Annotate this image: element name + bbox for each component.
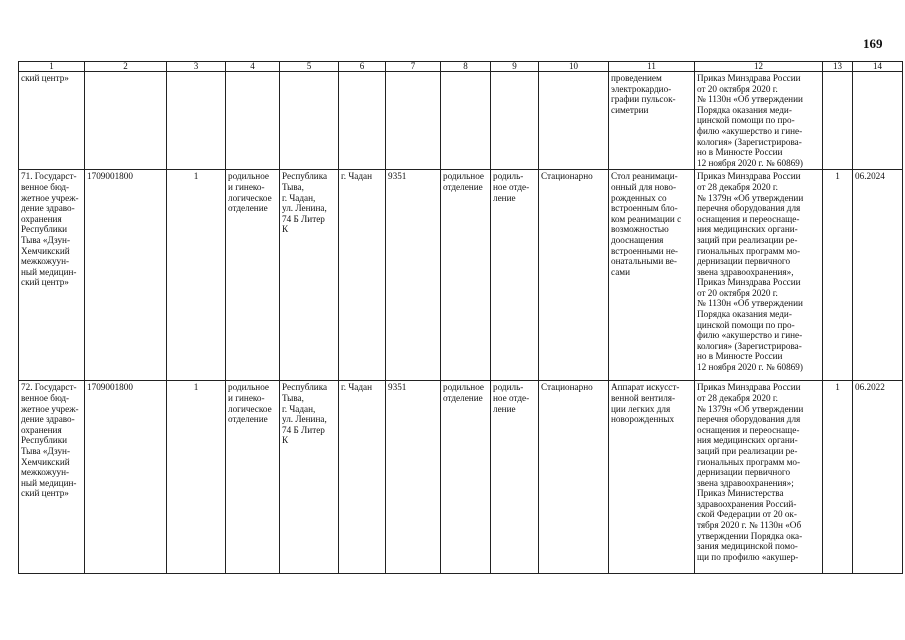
- cell-text-line: звена здравоохранения»;: [697, 477, 794, 488]
- table-cell: [85, 381, 167, 574]
- page-number: 169: [863, 36, 883, 51]
- cell-text-line: Аппарат искусст-: [611, 382, 680, 393]
- table-cell: [539, 170, 609, 381]
- table-row: [19, 72, 903, 170]
- cell-text-line: Порядка оказания меди-: [697, 104, 792, 115]
- cell-text-line: кология» (Зарегистрирова-: [697, 136, 802, 147]
- cell-text-line: охранения: [21, 424, 62, 435]
- table-row: [19, 381, 903, 574]
- table-cell: [386, 72, 441, 170]
- cell-text-line: оснащения и переоснаще-: [697, 424, 800, 435]
- cell-text-line: Тыва,: [282, 181, 304, 192]
- cell-text-line: Республика: [282, 382, 328, 393]
- cell-text-line: 06.2022: [855, 382, 885, 393]
- table-cell: [609, 72, 695, 170]
- cell-text-line: Стационарно: [541, 382, 593, 393]
- cell-text-line: ное отде-: [493, 181, 530, 192]
- cell-text-line: встроенным бло-: [611, 203, 678, 214]
- cell-text-line: но в Минюсте России: [697, 147, 783, 158]
- table-cell: [695, 72, 823, 170]
- cell-text-line: № 1130н «Об утверждении: [697, 298, 803, 309]
- table-cell: [853, 381, 903, 574]
- cell-text-line: от 20 октября 2020 г.: [697, 83, 778, 94]
- cell-text-line: 74 Б Литер: [282, 213, 325, 224]
- cell-text-line: Приказ Минздрава России: [697, 73, 801, 83]
- cell-text-line: г. Чадан: [341, 171, 373, 182]
- table-cell: [19, 170, 85, 381]
- column-header-5: 5: [280, 62, 339, 72]
- table-cell: [167, 72, 226, 170]
- cell-text-line: межкожуун-: [21, 256, 70, 267]
- cell-text-line: ции легких для: [611, 403, 671, 414]
- cell-text-line: филю «акушерство и гине-: [697, 330, 803, 341]
- column-header-12: 12: [695, 62, 823, 72]
- cell-text-line: отделение: [443, 181, 483, 192]
- cell-text-line: № 1379н «Об утверждении: [697, 403, 804, 414]
- cell-text-line: родильное: [443, 171, 484, 182]
- table-cell: [167, 381, 226, 574]
- cell-text-line: Стационарно: [541, 171, 593, 182]
- table-cell: [441, 170, 491, 381]
- table-cell: [609, 381, 695, 574]
- cell-text-line: № 1130н «Об утверждении: [697, 94, 803, 105]
- table-cell: [226, 381, 280, 574]
- cell-text-line: щи по профилю «акушер-: [697, 551, 799, 562]
- cell-text-line: онатальными ве-: [611, 256, 677, 267]
- cell-text-line: утверждении Порядка ока-: [697, 530, 803, 541]
- cell-text-line: ский центр»: [21, 73, 69, 83]
- cell-text-line: Республики: [21, 435, 68, 446]
- cell-text-line: родиль-: [493, 382, 524, 393]
- cell-text-line: венной вентиля-: [611, 392, 676, 403]
- cell-text-line: 1709001800: [87, 171, 133, 182]
- cell-text-line: Приказ Министерства: [697, 488, 784, 499]
- cell-text-line: родиль-: [493, 171, 524, 182]
- table-cell: [386, 170, 441, 381]
- column-header-9: 9: [491, 62, 539, 72]
- cell-text-line: ное отде-: [493, 392, 530, 403]
- cell-text-line: Приказ Минздрава России: [697, 382, 801, 393]
- cell-text-line: ление: [493, 403, 516, 414]
- cell-text-line: звена здравоохранения»,: [697, 266, 794, 277]
- cell-text-line: ский центр»: [21, 277, 69, 288]
- table-body: [19, 62, 903, 574]
- cell-text-line: дение здраво-: [21, 203, 75, 214]
- cell-text-line: 1: [193, 382, 199, 393]
- cell-text-line: от 28 декабря 2020 г.: [697, 181, 778, 192]
- table-cell: [19, 381, 85, 574]
- column-header-1: 1: [19, 62, 85, 72]
- cell-text-line: жетное учреж-: [21, 403, 79, 414]
- cell-text-line: ул. Ленина,: [282, 203, 327, 214]
- cell-text-line: дернизации первичного: [697, 256, 791, 267]
- column-header-13: 13: [823, 62, 853, 72]
- cell-text-line: дернизации первичного: [697, 467, 791, 478]
- cell-text-line: и гинеко-: [228, 181, 265, 192]
- table-cell: [339, 170, 386, 381]
- cell-text-line: тября 2020 г. № 1130н «Об: [697, 520, 802, 531]
- table-cell: [280, 72, 339, 170]
- cell-text-line: г. Чадан: [341, 382, 373, 393]
- table-cell: [695, 381, 823, 574]
- table-cell: [823, 381, 853, 574]
- cell-text-line: 74 Б Литер: [282, 424, 325, 435]
- cell-text-line: оснащения и переоснаще-: [697, 213, 800, 224]
- cell-text-line: цинской помощи по про-: [697, 115, 795, 126]
- cell-text-line: от 20 октября 2020 г.: [697, 287, 778, 298]
- table-cell: [823, 170, 853, 381]
- column-header-10: 10: [539, 62, 609, 72]
- cell-text-line: К: [282, 224, 289, 235]
- cell-text-line: Стол реанимаци-: [611, 171, 678, 182]
- cell-text-line: ный медицин-: [21, 477, 77, 488]
- cell-text-line: 12 ноября 2020 г. № 60869): [697, 362, 803, 373]
- cell-text-line: Хемчикский: [21, 456, 70, 467]
- cell-text-line: зания медицинской помо-: [697, 541, 798, 552]
- cell-text-line: новорожденных: [611, 414, 675, 425]
- cell-text-line: возможностью: [611, 224, 669, 235]
- table-cell: [695, 170, 823, 381]
- table-cell: [853, 170, 903, 381]
- cell-text-line: ул. Ленина,: [282, 414, 327, 425]
- cell-text-line: охранения: [21, 213, 62, 224]
- cell-text-line: Порядка оказания меди-: [697, 309, 792, 320]
- cell-text-line: 1: [193, 171, 199, 182]
- table-cell: [853, 72, 903, 170]
- cell-text-line: заций при реализации ре-: [697, 445, 798, 456]
- cell-text-line: ный медицин-: [21, 266, 77, 277]
- table-cell: [539, 72, 609, 170]
- cell-text-line: родильное: [443, 382, 484, 393]
- cell-text-line: венное бюд-: [21, 392, 70, 403]
- cell-text-line: Республика: [282, 171, 328, 182]
- table-cell: [339, 381, 386, 574]
- cell-text-line: кология» (Зарегистрирова-: [697, 340, 802, 351]
- table-cell: [280, 170, 339, 381]
- cell-text-line: ния медицинских органи-: [697, 435, 798, 446]
- cell-text-line: перечня оборудования для: [697, 414, 801, 425]
- cell-text-line: 06.2024: [855, 171, 885, 182]
- column-header-8: 8: [441, 62, 491, 72]
- cell-text-line: г. Чадан,: [282, 192, 316, 203]
- cell-text-line: Хемчикский: [21, 245, 70, 256]
- cell-text-line: родильное: [228, 382, 269, 393]
- cell-text-line: от 28 декабря 2020 г.: [697, 392, 778, 403]
- cell-text-line: филю «акушерство и гине-: [697, 125, 803, 136]
- table-cell: [491, 72, 539, 170]
- cell-text-line: Приказ Минздрава России: [697, 277, 801, 288]
- column-header-2: 2: [85, 62, 167, 72]
- column-header-7: 7: [386, 62, 441, 72]
- cell-text-line: 12 ноября 2020 г. № 60869): [697, 157, 803, 168]
- cell-text-line: и гинеко-: [228, 392, 265, 403]
- cell-text-line: 72. Государст-: [21, 382, 77, 393]
- table-cell: [441, 72, 491, 170]
- cell-text-line: № 1379н «Об утверждении: [697, 192, 804, 203]
- cell-text-line: цинской помощи по про-: [697, 319, 795, 330]
- cell-text-line: логическое: [228, 403, 272, 414]
- cell-text-line: симетрии: [611, 104, 649, 115]
- column-header-4: 4: [226, 62, 280, 72]
- table-cell: [823, 72, 853, 170]
- cell-text-line: ление: [493, 192, 516, 203]
- cell-text-line: 1: [835, 171, 840, 182]
- table-cell: [491, 170, 539, 381]
- cell-text-line: заций при реализации ре-: [697, 234, 798, 245]
- cell-text-line: родильное: [228, 171, 269, 182]
- cell-text-line: Республики: [21, 224, 68, 235]
- cell-text-line: отделение: [228, 203, 268, 214]
- cell-text-line: ния медицинских органи-: [697, 224, 798, 235]
- cell-text-line: встроенными не-: [611, 245, 678, 256]
- column-header-11: 11: [609, 62, 695, 72]
- cell-text-line: ской Федерации от 20 ок-: [697, 509, 797, 520]
- cell-text-line: дение здраво-: [21, 414, 75, 425]
- table-cell: [491, 381, 539, 574]
- cell-text-line: ский центр»: [21, 488, 69, 499]
- cell-text-line: графии пульсок-: [611, 94, 676, 105]
- table-cell: [609, 170, 695, 381]
- table-row: [19, 170, 903, 381]
- cell-text-line: логическое: [228, 192, 272, 203]
- table-cell: [339, 72, 386, 170]
- table-cell: [167, 170, 226, 381]
- cell-text-line: гиональных программ мо-: [697, 245, 801, 256]
- cell-text-line: 9351: [388, 382, 407, 393]
- column-header-14: 14: [853, 62, 903, 72]
- table-cell: [226, 72, 280, 170]
- cell-text-line: межкожуун-: [21, 467, 70, 478]
- cell-text-line: 9351: [388, 171, 407, 182]
- column-header-6: 6: [339, 62, 386, 72]
- cell-text-line: здравоохранения Россий-: [697, 498, 797, 509]
- column-number-row: [19, 62, 903, 72]
- cell-text-line: ком реанимации с: [611, 213, 682, 224]
- table-cell: [85, 72, 167, 170]
- cell-text-line: сами: [611, 266, 630, 277]
- cell-text-line: но в Минюсте России: [697, 351, 783, 362]
- table-cell: [19, 72, 85, 170]
- cell-text-line: рожденных со: [611, 192, 667, 203]
- cell-text-line: электрокардио-: [611, 83, 672, 94]
- cell-text-line: 1: [835, 382, 840, 393]
- cell-text-line: Тыва «Дзун-: [21, 234, 71, 245]
- cell-text-line: 71. Государст-: [21, 171, 77, 182]
- cell-text-line: онный для ново-: [611, 181, 677, 192]
- column-header-3: 3: [167, 62, 226, 72]
- cell-text-line: гиональных программ мо-: [697, 456, 801, 467]
- cell-text-line: Тыва «Дзун-: [21, 445, 71, 456]
- cell-text-line: отделение: [443, 392, 483, 403]
- table-cell: [226, 170, 280, 381]
- table-cell: [386, 381, 441, 574]
- cell-text-line: Приказ Минздрава России: [697, 171, 801, 182]
- cell-text-line: 1709001800: [87, 382, 133, 393]
- cell-text-line: К: [282, 435, 289, 446]
- table-cell: [441, 381, 491, 574]
- cell-text-line: отделение: [228, 414, 268, 425]
- cell-text-line: дооснащения: [611, 234, 664, 245]
- table-cell: [539, 381, 609, 574]
- cell-text-line: Тыва,: [282, 392, 304, 403]
- cell-text-line: венное бюд-: [21, 181, 70, 192]
- cell-text-line: проведением: [611, 73, 662, 83]
- table-cell: [85, 170, 167, 381]
- cell-text-line: г. Чадан,: [282, 403, 316, 414]
- cell-text-line: перечня оборудования для: [697, 203, 801, 214]
- equipment-table: [18, 61, 903, 574]
- table-cell: [280, 381, 339, 574]
- cell-text-line: жетное учреж-: [21, 192, 79, 203]
